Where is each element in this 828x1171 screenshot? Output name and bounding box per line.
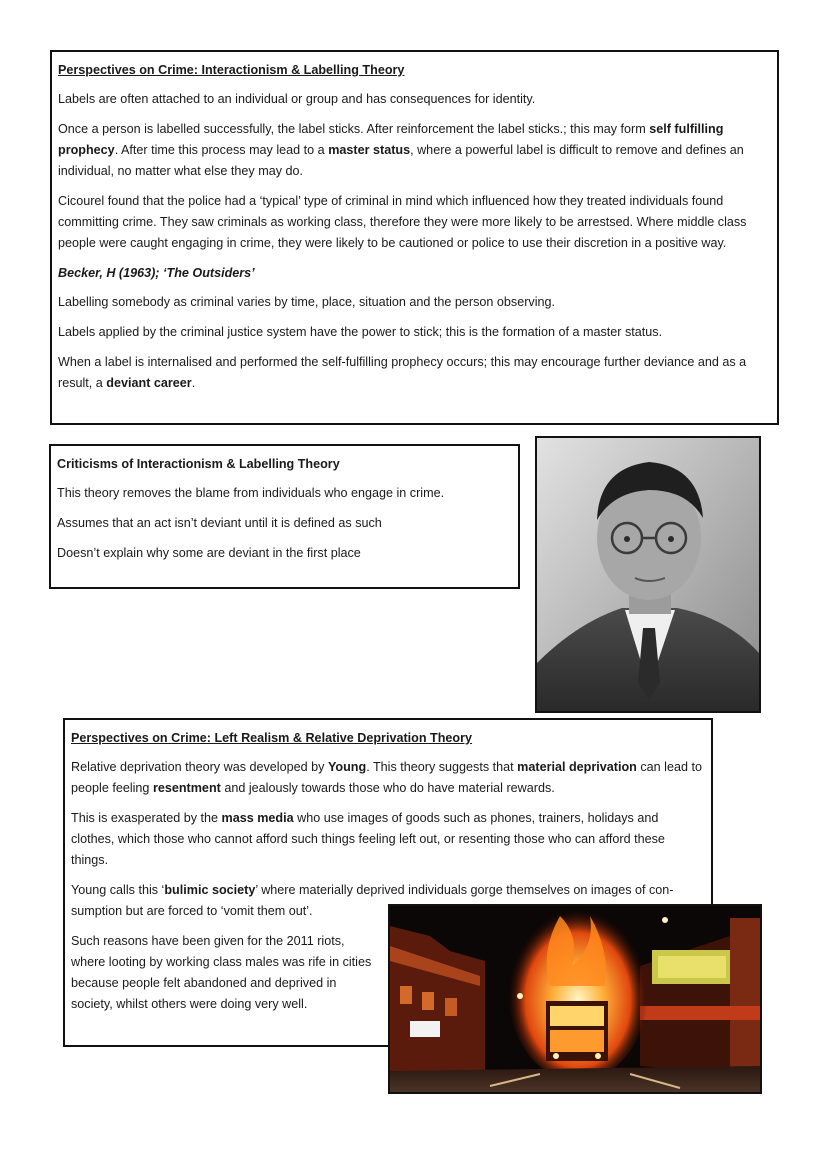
criticism-item: This theory removes the blame from individuals who engage in crime.	[57, 486, 445, 500]
paragraph: Labels applied by the criminal justice system have the power to stick; this is the formation of a master status.	[58, 325, 663, 339]
labelling-theory-box	[50, 50, 779, 425]
riot-illustration	[390, 906, 760, 1092]
riot-fire-photo	[388, 904, 762, 1094]
paragraph: Labels are often attached to an individual or group and has consequences for identity.	[58, 92, 536, 106]
paragraph: Cicourel found that the police had a ‘typical’ type of criminal in mind which influenced how they treated individuals found committing crime. They saw criminals as working class, therefore they were more likely to be arrestsed. Where middle class people were caught engaging in crime, they were likely to be cautioned or police to use their discretion in a positive way.	[58, 194, 747, 250]
section-title: Perspectives on Crime: Left Realism & Relative Deprivation Theory	[71, 731, 473, 745]
becker-reference: Becker, H (1963); ‘The Outsiders’	[58, 266, 255, 280]
paragraph: Labelling somebody as criminal varies by time, place, situation and the person observing.	[58, 295, 556, 309]
criticism-item: Assumes that an act isn’t deviant until it is defined as such	[57, 516, 382, 530]
criticism-item: Doesn’t explain why some are deviant in the first place	[57, 546, 361, 560]
portrait-illustration	[537, 438, 759, 711]
paragraph: Such reasons have been given for the 2011 riots, where looting by working class males was rife in cities because people felt abandoned and deprived in society, whilst others were doing very well.	[71, 934, 372, 1011]
section-title: Perspectives on Crime: Interactionism & Labelling Theory	[58, 63, 405, 77]
becker-portrait-photo	[535, 436, 761, 713]
paragraph: When a label is internalised and performed the self-fulfilling prophecy occurs; this may encourage further deviance and as a result, a deviant career.	[58, 355, 747, 390]
paragraph: This is exasperated by the mass media who use images of goods such as phones, trainers, holidays and clothes, which those who cannot afford such things feeling left out, or resenting those who can afford these things.	[71, 811, 665, 867]
section-title: Criticisms of Interactionism & Labelling Theory	[57, 457, 340, 471]
paragraph: Young calls this ‘bulimic society’ where materially deprived individuals gorge themselves on images of con-sumption but are forced to ‘vomit them out’.	[71, 883, 674, 918]
paragraph: Relative deprivation theory was developed by Young. This theory suggests that material deprivation can lead to people feeling resentment and jealously towards those who do have material rewards.	[71, 760, 702, 795]
criticisms-box	[49, 444, 520, 589]
paragraph: Once a person is labelled successfully, the label sticks. After reinforcement the label sticks.; this may form self fulfilling prophecy. After time this process may lead to a master status, where a powerful label is difficult to remove and defines an individual, no matter what else they may do.	[58, 122, 744, 178]
